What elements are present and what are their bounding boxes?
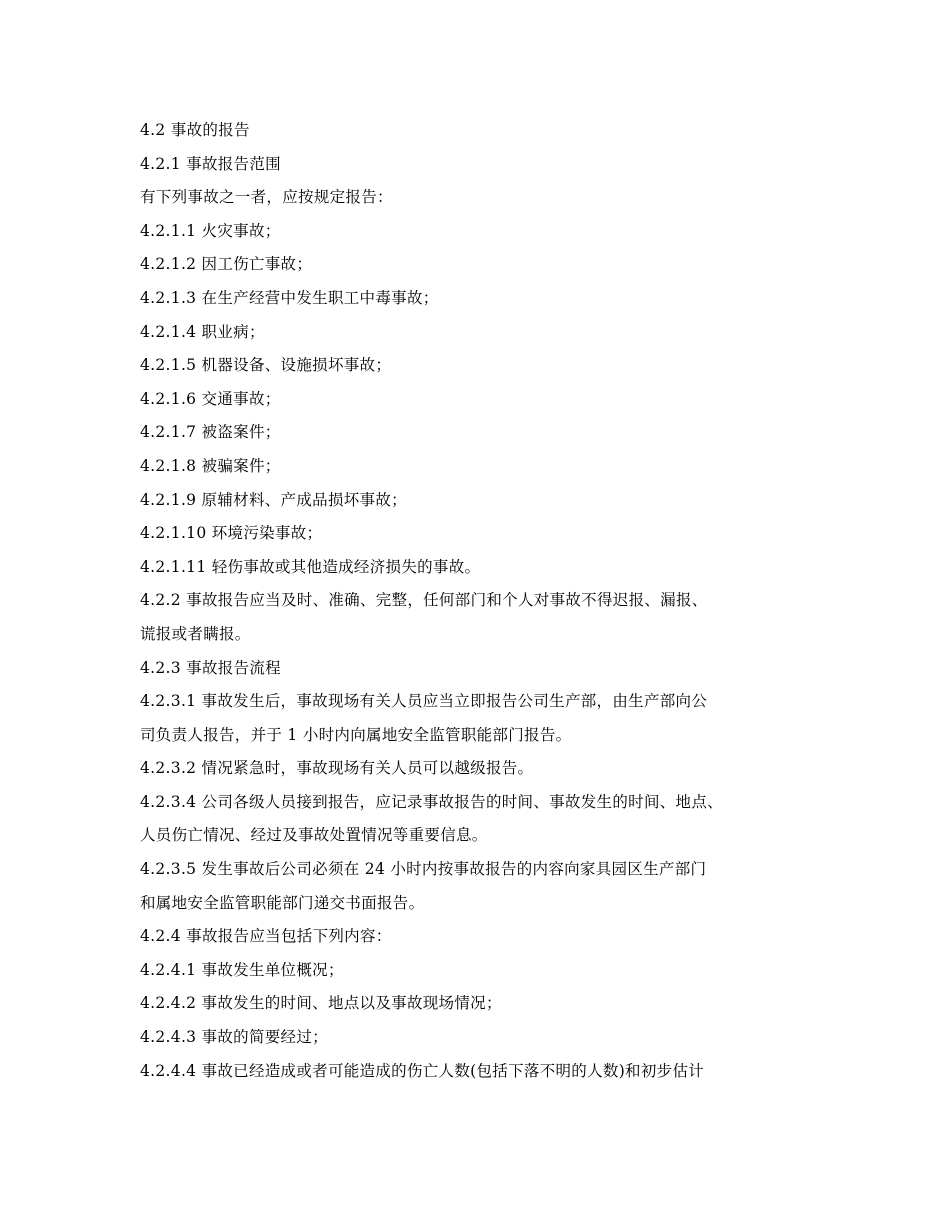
- list-item: 4.2.1.3 在生产经营中发生职工中毒事故；: [140, 288, 439, 307]
- list-item: 4.2.1.5 机器设备、设施损坏事故；: [140, 356, 392, 375]
- text-line: 司负责人报告，并于 1 小时内向属地安全监管职能部门报告。: [140, 725, 572, 744]
- heading-4-2: 4.2 事故的报告: [140, 121, 250, 139]
- list-item: 4.2.1.6 交通事故；: [140, 389, 281, 408]
- list-item: 4.2.4.1 事故发生单位概况；: [140, 960, 344, 979]
- text-line: 4.2.3.5 发生事故后公司必须在 24 小时内按事故报告的内容向家具园区生产部门: [140, 860, 707, 879]
- text-line: 4.2.2 事故报告应当及时、准确、完整，任何部门和个人对事故不得迟报、漏报、: [140, 591, 708, 610]
- list-item: 4.2.1.9 原辅材料、产成品损坏事故；: [140, 490, 407, 509]
- list-item: 4.2.1.7 被盗案件；: [140, 423, 281, 442]
- list-item: 4.2.4.4 事故已经造成或者可能造成的伤亡人数(包括下落不明的人数)和初步估计: [140, 1061, 705, 1080]
- text-line: 4.2.3.4 公司各级人员接到报告，应记录事故报告的时间、事故发生的时间、地点、: [140, 792, 723, 811]
- list-item: 4.2.1.2 因工伤亡事故；: [140, 255, 313, 274]
- list-item: 4.2.1.11 轻伤事故或其他造成经济损失的事故。: [140, 557, 481, 576]
- text-line: 谎报或者瞒报。: [140, 624, 251, 643]
- list-item: 4.2.1.10 环境污染事故；: [140, 524, 323, 543]
- list-item: 4.2.1.4 职业病；: [140, 322, 265, 341]
- list-item: 4.2.1.8 被骗案件；: [140, 456, 281, 475]
- text-line: 有下列事故之一者，应按规定报告：: [140, 188, 393, 207]
- heading-4-2-4: 4.2.4 事故报告应当包括下列内容：: [140, 927, 392, 946]
- text-line: 和属地安全监管职能部门递交书面报告。: [140, 893, 425, 912]
- heading-4-2-3: 4.2.3 事故报告流程: [140, 658, 281, 677]
- heading-4-2-1: 4.2.1 事故报告范围: [140, 154, 281, 173]
- list-item: 4.2.1.1 火灾事故；: [140, 221, 281, 240]
- list-item: 4.2.4.2 事故发生的时间、地点以及事故现场情况；: [140, 994, 502, 1013]
- text-line: 人员伤亡情况、经过及事故处置情况等重要信息。: [140, 826, 488, 845]
- text-line: 4.2.3.1 事故发生后，事故现场有关人员应当立即报告公司生产部，由生产部向公: [140, 692, 708, 711]
- document-body: [140, 114, 840, 1088]
- text-line: 4.2.3.2 情况紧急时，事故现场有关人员可以越级报告。: [140, 759, 534, 778]
- list-item: 4.2.4.3 事故的简要经过；: [140, 1028, 328, 1047]
